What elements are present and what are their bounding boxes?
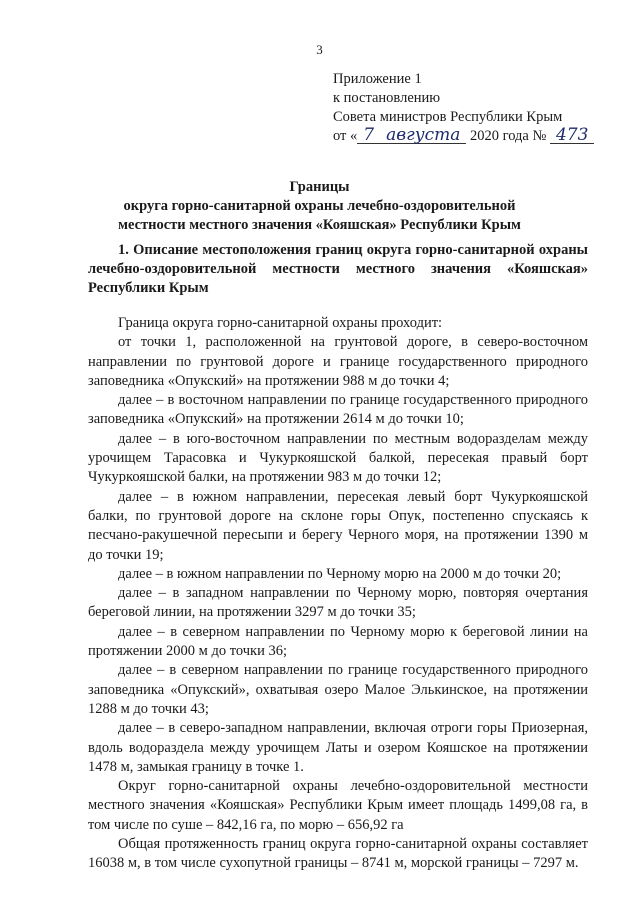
- paragraph: далее – в южном направлении, пересекая левый борт Чукуркояшской балки, по грунтовой дороге на склоне горы Опук, постепенно спускаясь к песчано-ракушечной пересыпи и берегу Черного моря, на протяжении 1390 м до точки 19;: [88, 488, 588, 563]
- title-line: Границы: [289, 179, 350, 195]
- paragraph: Округ горно-санитарной охраны лечебно-оздоровительной местности местного значения «Кояшская» Республики Крым имеет площадь 1499,08 га, в том числе по суше – 842,16 га, по морю – 656,92 га: [88, 778, 588, 833]
- section-heading-text: 1. Описание местоположения границ округа горно-санитарной охраны лечебно-оздоровительной местности местного значения «Кояшская» Республики Крым: [88, 242, 588, 296]
- title-line: округа горно-санитарной охраны лечебно-оздоровительной: [123, 198, 516, 214]
- paragraph: далее – в юго-восточном направлении по местным водоразделам между урочищем Тарасовка и Чукуркояшской балкой, пересекая правый борт Чукуркояшской балки, на протяжении 983 м до точки 12;: [88, 430, 588, 486]
- section-heading: [88, 241, 588, 298]
- paragraph: далее – в северо-западном направлении, включая отроги горы Приозерная, вдоль водораздела между урочищем Латы и озером Кояшское на протяжении 1478 м, замыкая границу в точке 1.: [88, 720, 588, 775]
- appendix-line: к постановлению: [333, 90, 441, 106]
- appendix-line: Приложение 1: [333, 71, 422, 87]
- date-prefix: от «: [333, 128, 358, 144]
- paragraph: далее – в западном направлении по Черному морю, повторяя очертания береговой линии, на протяжении 3297 м до точки 35;: [88, 585, 588, 621]
- handwritten-month: августа: [380, 128, 466, 144]
- paragraph: далее – в восточном направлении по границе государственного природного заповедника «Опукский» на протяжении 2614 м до точки 10;: [88, 392, 588, 428]
- document-body: [88, 314, 588, 874]
- appendix-block: [333, 70, 594, 146]
- page-number: 3: [316, 42, 323, 57]
- handwritten-day: 7: [357, 128, 380, 144]
- paragraph: далее – в южном направлении по Черному морю на 2000 м до точки 20;: [118, 565, 562, 582]
- paragraph: далее – в северном направлении по Черному морю к береговой линии на протяжении 2000 м до точки 36;: [88, 623, 588, 660]
- title-line: местности местного значения «Кояшская» Республики Крым: [118, 217, 521, 233]
- paragraph: далее – в северном направлении по границе государственного природного заповедника «Опукский», охватывая озеро Малое Элькинское, на протяжении 1288 м до точки 43;: [88, 662, 588, 717]
- handwritten-number: 473: [550, 128, 594, 144]
- year-text: 2020 года №: [470, 128, 547, 144]
- paragraph: Граница округа горно-санитарной охраны проходит:: [118, 315, 443, 331]
- appendix-line: Совета министров Республики Крым: [333, 109, 563, 125]
- paragraph: Общая протяженность границ округа горно-санитарной охраны составляет 16038 м, в том числе сухопутной границы – 8741 м, морской границы – 7297 м.: [88, 836, 588, 872]
- appendix-date-line: [333, 127, 594, 146]
- paragraph: от точки 1, расположенной на грунтовой дороге, в северо-восточном направлении по грунтовой дороге и границе государственного природного заповедника «Опукский» на протяжении 988 м до точки 4;: [88, 334, 588, 389]
- document-title: [0, 178, 639, 235]
